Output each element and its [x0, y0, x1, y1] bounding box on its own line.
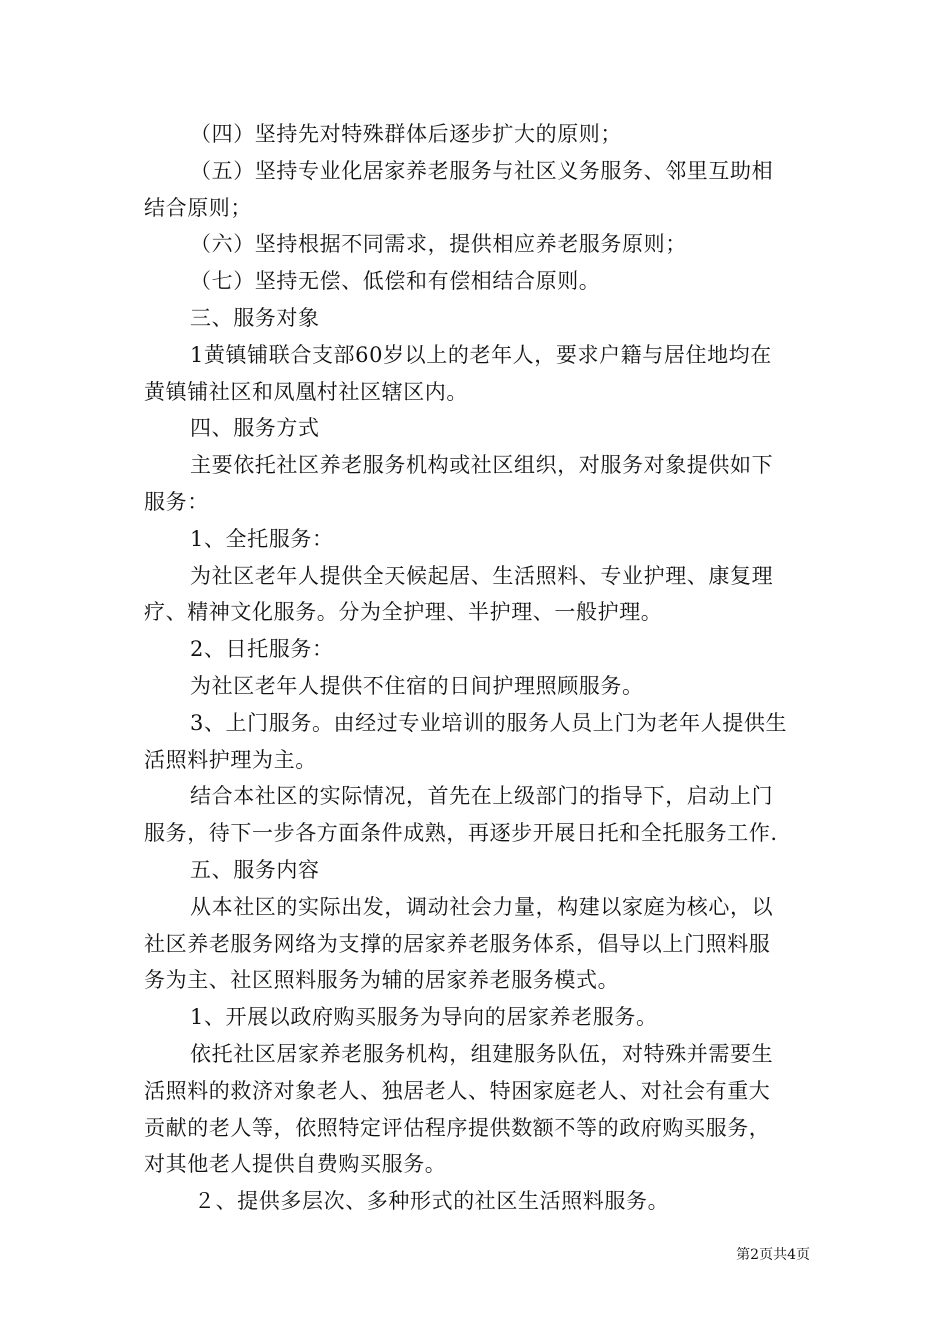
principle-six: （六）坚持根据不同需求，提供相应养老服务原则； — [190, 232, 687, 257]
paragraph-service-targets: 1黄镇铺联合支部60岁以上的老年人，要求户籍与居住地均在 — [190, 342, 772, 367]
paragraph-service-targets-continued: 黄镇铺社区和凤凰村社区辖区内。 — [144, 379, 468, 404]
paragraph-government-purchase-line-4: 对其他老人提供自费购买服务。 — [144, 1152, 447, 1177]
paragraph-service-content-line-3: 务为主、社区照料服务为辅的居家养老服务模式。 — [144, 968, 620, 993]
document-body — [144, 116, 810, 1220]
paragraph-home-service: 3、上门服务。由经过专业培训的服务人员上门为老年人提供生 — [190, 710, 788, 735]
subheading-day-care: 2、日托服务： — [190, 637, 334, 662]
principle-four: （四）坚持先对特殊群体后逐步扩大的原则； — [190, 122, 622, 146]
principle-five-continued: 结合原则； — [144, 195, 252, 220]
section-heading-service-content: 五、服务内容 — [190, 857, 320, 882]
paragraph-service-content-line-2: 社区养老服务网络为支撑的居家养老服务体系，倡导以上门照料服 — [144, 931, 771, 956]
page-number: 第2页共4页 — [736, 1247, 810, 1263]
paragraph-full-care: 为社区老年人提供全天候起居、生活照料、专业护理、康复理 — [190, 563, 774, 588]
subheading-full-care: 1、全托服务： — [190, 526, 334, 551]
principle-seven: （七）坚持无偿、低偿和有偿相结合原则。 — [190, 269, 601, 294]
paragraph-implementation: 结合本社区的实际情况，首先在上级部门的指导下，启动上门 — [190, 784, 774, 809]
paragraph-government-purchase: 依托社区居家养老服务机构，组建服务队伍，对特殊并需要生 — [190, 1041, 774, 1066]
section-heading-service-targets: 三、服务对象 — [190, 305, 320, 330]
principle-five: （五）坚持专业化居家养老服务与社区义务服务、邻里互助相 — [190, 158, 774, 183]
paragraph-full-care-continued: 疗、精神文化服务。分为全护理、半护理、一般护理。 — [144, 600, 663, 625]
paragraph-service-content: 从本社区的实际出发，调动社会力量，构建以家庭为核心，以 — [190, 894, 774, 919]
paragraph-government-purchase-line-2: 活照料的救济对象老人、独居老人、特困家庭老人、对社会有重大 — [144, 1078, 771, 1103]
paragraph-day-care: 为社区老年人提供不住宿的日间护理照顾服务。 — [190, 673, 644, 698]
subheading-multi-level-care: ２、提供多层次、多种形式的社区生活照料服务。 — [194, 1189, 670, 1214]
paragraph-government-purchase-line-3: 贡献的老人等，依照特定评估程序提供数额不等的政府购买服务， — [144, 1115, 771, 1140]
paragraph-service-methods: 主要依托社区养老服务机构或社区组织，对服务对象提供如下 — [190, 453, 774, 478]
subheading-government-purchase: 1、开展以政府购买服务为导向的居家养老服务。 — [190, 1005, 658, 1030]
paragraph-service-methods-continued: 服务： — [144, 489, 209, 514]
paragraph-implementation-continued: 服务，待下一步各方面条件成熟，再逐步开展日托和全托服务工作. — [144, 821, 778, 846]
section-heading-service-methods: 四、服务方式 — [190, 416, 320, 441]
paragraph-home-service-continued: 活照料护理为主。 — [144, 747, 317, 772]
